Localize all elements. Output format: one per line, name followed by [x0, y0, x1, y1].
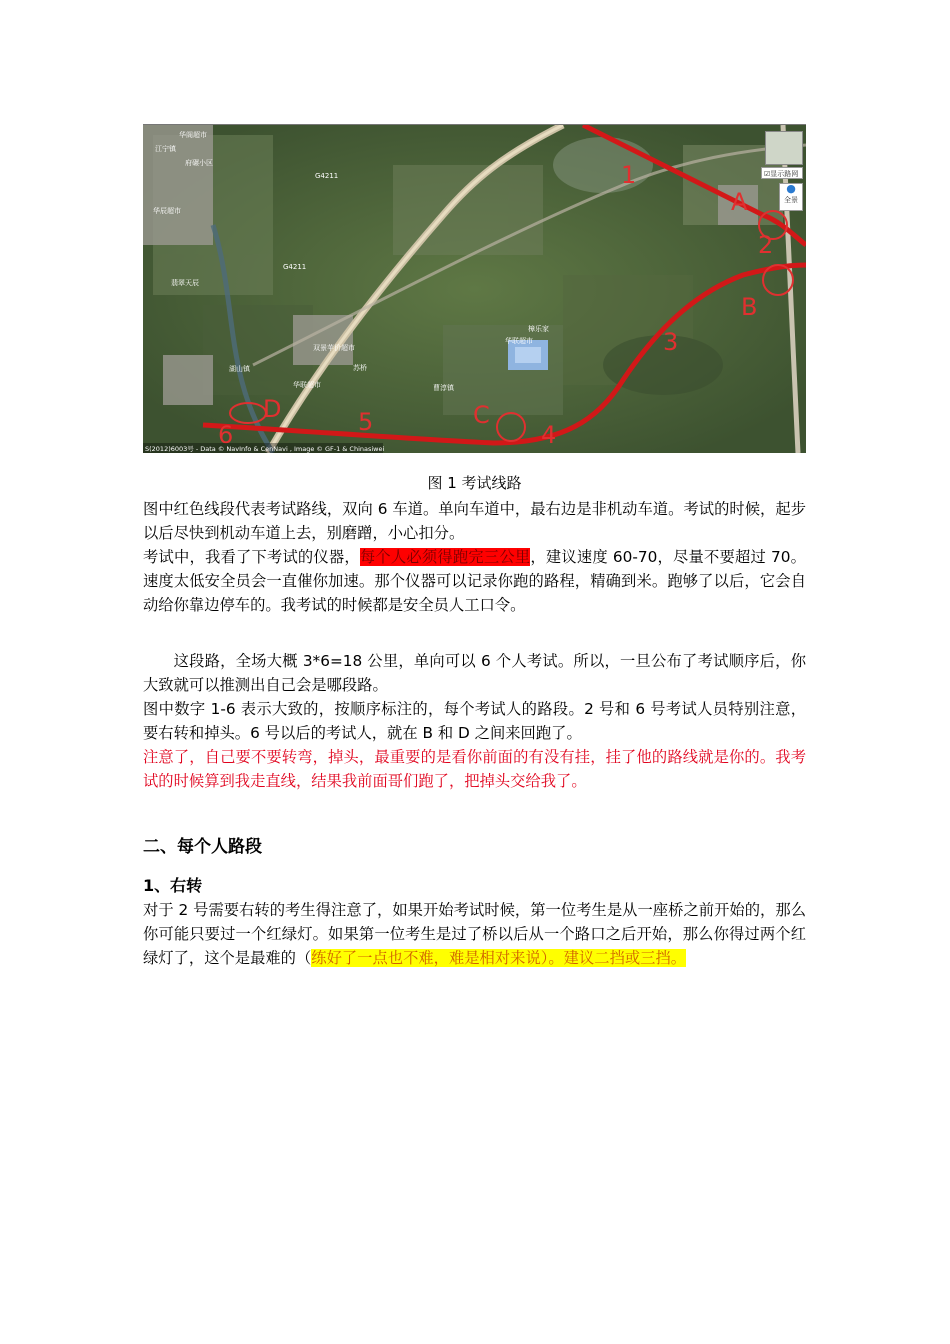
map-place-label: G4211: [315, 172, 339, 180]
show-roads-toggle[interactable]: [761, 167, 803, 179]
satellite-map: [143, 125, 806, 453]
map-place-label: 曹淳镇: [433, 384, 454, 392]
section-heading: 二、每个人路段: [143, 837, 262, 857]
map-place-label: 樟乐家: [528, 325, 549, 333]
map-annotation-B: B: [741, 293, 758, 321]
paragraph-route-intro: 图中红色线段代表考试路线，双向 6 车道。单向车道中，最右边是非机动车道。考试的时候，起步以后尽快到机动车道上去，别磨蹭，小心扣分。: [143, 500, 806, 542]
map-place-label: 苏桥: [353, 364, 367, 372]
map-annotation-4: 4: [541, 421, 557, 449]
show-roads-label: 显示路网: [770, 170, 799, 178]
map-place-label: 府碾小区: [185, 159, 213, 167]
map-annotation-2: 2: [758, 231, 774, 259]
map-place-label: 华辰超市: [153, 207, 181, 215]
map-copyright: S(2012)6003号 - Data © NavInfo & CenNavi , Image © GF-1 & Chinasiwei: [145, 445, 385, 453]
map-annotation-5: 5: [358, 408, 374, 436]
paragraph-numbering: 图中数字 1-6 表示大致的，按顺序标注的，每个考试人的路段。2 号和 6 号考试人员特别注意，要右转和掉头。6 号以后的考试人，就在 B 和 D 之间来回跑了。: [143, 700, 806, 742]
text-segment: ，建议速度 60-70，尽量不要超过 70。速度太低安全员会一直催你加速。那个仪器可以记录你跑的路程，精确到米。跑够了以后，它会自动给你靠边停车的。我考试的时候都是安全员人工口令。: [143, 548, 806, 614]
paragraph-distance: 这段路，全场大概 3*6=18 公里，单向可以 6 个人考试。所以，一旦公布了考试顺序后，你大致就可以推测出自己会是哪段路。: [143, 652, 806, 694]
map-place-label: 江宁镇: [155, 145, 176, 153]
location-pin-icon: ●: [786, 182, 796, 195]
paragraph-instrument: [143, 545, 806, 617]
paragraph-warning: 注意了，自己要不要转弯，掉头，最重要的是看你前面的有没有挂，挂了他的路线就是你的。我考试的时候算到我走直线，结果我前面哥们跑了，把掉头交给我了。: [143, 748, 806, 790]
map-annotation-C: C: [473, 401, 490, 429]
panorama-button[interactable]: [779, 183, 803, 211]
map-place-label: 翡翠天辰: [171, 279, 199, 287]
panorama-label: 全景: [784, 196, 798, 204]
map-place-label: 华阁超市: [179, 131, 207, 139]
map-place-label: 华联超市: [293, 381, 321, 389]
figure-caption: 图 1 考试线路: [427, 474, 522, 492]
map-place-label: 华联超市: [505, 337, 533, 345]
text-segment: 考试中，我看了下考试的仪器，: [143, 548, 360, 566]
route-map-image: [143, 124, 806, 453]
map-annotation-D: D: [263, 395, 282, 423]
highlight-advice: 练好了一点也不难，难是相对来说）。建议二挡或三挡。: [311, 949, 687, 967]
map-annotation-3: 3: [663, 328, 679, 356]
text-segment: 对于 2 号需要右转的考生得注意了，如果开始考试时候，第一位考生是从一座桥之前开始的，那么你可能只要过一个红绿灯。如果第一位考生是过了桥以后从一个路口之后开始，那么你得过两个红绿灯了，这个是最难的（: [143, 901, 806, 967]
map-place-label: G4211: [283, 263, 307, 271]
paragraph-right-turn: [143, 898, 806, 970]
subsection-heading: 1、右转: [143, 876, 203, 895]
map-annotation-6: 6: [218, 421, 234, 449]
highlight-three-km: 每个人必须得跑完三公里: [359, 548, 531, 566]
checkbox-icon: ☑: [764, 170, 771, 178]
map-layer-thumbnail[interactable]: [765, 131, 803, 165]
map-place-label: 双景苹价超市: [313, 344, 355, 352]
map-place-label: 湖山镇: [229, 365, 250, 373]
map-annotation-A: A: [731, 188, 748, 216]
map-annotation-1: 1: [621, 161, 637, 189]
